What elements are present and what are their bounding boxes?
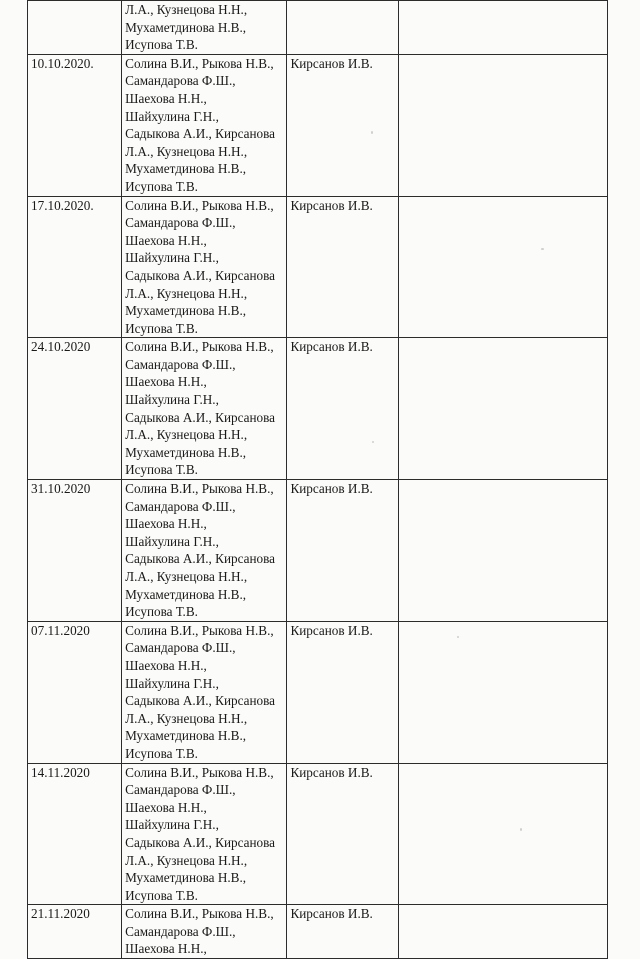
date-cell: 07.11.2020 bbox=[28, 621, 122, 763]
participant-line: Л.А., Кузнецова Н.Н., bbox=[125, 852, 248, 868]
participant-line: Самандарова Ф.Ш., bbox=[125, 215, 236, 231]
participant-line: Шаехова Н.Н., bbox=[125, 941, 207, 957]
note-cell bbox=[398, 196, 607, 338]
participant-line: Шаехова Н.Н., bbox=[125, 799, 207, 815]
note-cell bbox=[398, 1, 607, 55]
participant-line: Самандарова Ф.Ш., bbox=[125, 923, 236, 939]
participant-line: Л.А., Кузнецова Н.Н., bbox=[125, 285, 248, 301]
participant-line: Л.А., Кузнецова Н.Н., bbox=[125, 710, 248, 726]
participant-line: Самандарова Ф.Ш., bbox=[125, 640, 236, 656]
participant-line: Солина В.И., Рыкова Н.В., bbox=[125, 764, 274, 780]
participant-line: Исупова Т.В. bbox=[125, 462, 198, 478]
table-row bbox=[28, 338, 608, 480]
participant-line: Шайхулина Г.Н., bbox=[125, 675, 219, 691]
date-cell: 21.11.2020 bbox=[28, 905, 122, 959]
participant-line: Шайхулина Г.Н., bbox=[125, 250, 219, 266]
participant-line: Мухаметдинова Н.В., bbox=[125, 303, 247, 319]
table-row bbox=[28, 1, 608, 55]
leader-cell: Кирсанов И.В. bbox=[287, 905, 398, 959]
participants-cell bbox=[122, 1, 287, 55]
note-cell bbox=[398, 621, 607, 763]
table-row bbox=[28, 905, 608, 959]
participant-line: Исупова Т.В. bbox=[125, 887, 198, 903]
table-row bbox=[28, 196, 608, 338]
participant-line: Исупова Т.В. bbox=[125, 745, 198, 761]
participants-cell bbox=[122, 54, 287, 196]
leader-cell: Кирсанов И.В. bbox=[287, 54, 398, 196]
schedule-body bbox=[28, 1, 608, 959]
participants-cell bbox=[122, 338, 287, 480]
table-row bbox=[28, 621, 608, 763]
scan-speck bbox=[457, 636, 459, 638]
scan-speck bbox=[520, 828, 522, 831]
participant-line: Садыкова А.И., Кирсанова bbox=[125, 126, 276, 142]
participant-line: Шаехова Н.Н., bbox=[125, 374, 207, 390]
participant-line: Мухаметдинова Н.В., bbox=[125, 161, 247, 177]
participants-cell bbox=[122, 763, 287, 905]
participant-line: Мухаметдинова Н.В., bbox=[125, 728, 247, 744]
participant-line: Садыкова А.И., Кирсанова bbox=[125, 693, 276, 709]
participant-line: Шаехова Н.Н., bbox=[125, 657, 207, 673]
participant-line: Шаехова Н.Н., bbox=[125, 516, 207, 532]
participant-line: Садыкова А.И., Кирсанова bbox=[125, 551, 276, 567]
schedule-table bbox=[27, 0, 608, 959]
participants-cell bbox=[122, 480, 287, 622]
leader-cell: Кирсанов И.В. bbox=[287, 480, 398, 622]
date-cell: 14.11.2020 bbox=[28, 763, 122, 905]
participant-line: Шаехова Н.Н., bbox=[125, 90, 207, 106]
scan-speck bbox=[372, 441, 374, 443]
table-row bbox=[28, 480, 608, 622]
participant-line: Л.А., Кузнецова Н.Н., bbox=[125, 569, 248, 584]
participant-line: Мухаметдинова Н.В., bbox=[125, 19, 247, 35]
participant-line: Мухаметдинова Н.В., bbox=[125, 444, 247, 460]
participant-line: Садыкова А.И., Кирсанова bbox=[125, 834, 276, 850]
participant-line: Самандарова Ф.Ш., bbox=[125, 498, 236, 514]
participant-line: Шайхулина Г.Н., bbox=[125, 108, 219, 124]
note-cell bbox=[398, 905, 607, 959]
leader-cell bbox=[287, 1, 398, 55]
participant-line: Исупова Т.В. bbox=[125, 178, 198, 194]
participants-cell bbox=[122, 905, 287, 959]
participant-line: Шайхулина Г.Н., bbox=[125, 817, 219, 833]
participant-line: Исупова Т.В. bbox=[125, 604, 198, 620]
participant-line: Шайхулина Г.Н., bbox=[125, 392, 219, 408]
note-cell bbox=[398, 338, 607, 480]
participant-line: Л.А., Кузнецова Н.Н., bbox=[125, 143, 248, 159]
note-cell bbox=[398, 54, 607, 196]
participant-line: Шаехова Н.Н., bbox=[125, 232, 207, 248]
leader-cell: Кирсанов И.В. bbox=[287, 196, 398, 338]
note-cell bbox=[398, 480, 607, 622]
participant-line: Мухаметдинова Н.В., bbox=[125, 870, 247, 886]
participant-line: Л.А., Кузнецова Н.Н., bbox=[125, 2, 248, 17]
participant-line: Мухаметдинова Н.В., bbox=[125, 586, 247, 602]
participant-line: Солина В.И., Рыкова Н.В., bbox=[125, 339, 274, 355]
participant-line: Исупова Т.В. bbox=[125, 320, 198, 336]
date-cell bbox=[28, 1, 122, 55]
participant-line: Солина В.И., Рыкова Н.В., bbox=[125, 481, 274, 497]
leader-cell: Кирсанов И.В. bbox=[287, 621, 398, 763]
participant-line: Л.А., Кузнецова Н.Н., bbox=[125, 427, 248, 443]
participant-line: Солина В.И., Рыкова Н.В., bbox=[125, 55, 274, 71]
leader-cell: Кирсанов И.В. bbox=[287, 338, 398, 480]
participant-line: Самандарова Ф.Ш., bbox=[125, 73, 236, 89]
participant-line: Солина В.И., Рыкова Н.В., bbox=[125, 622, 274, 638]
date-cell: 31.10.2020 bbox=[28, 480, 122, 622]
table-row bbox=[28, 54, 608, 196]
scan-speck bbox=[371, 131, 373, 134]
participant-line: Самандарова Ф.Ш., bbox=[125, 356, 236, 372]
scan-speck bbox=[541, 248, 544, 250]
date-cell: 10.10.2020. bbox=[28, 54, 122, 196]
participant-line: Исупова Т.В. bbox=[125, 37, 198, 53]
participants-cell bbox=[122, 196, 287, 338]
participant-line: Шайхулина Г.Н., bbox=[125, 533, 219, 549]
participant-line: Садыкова А.И., Кирсанова bbox=[125, 267, 276, 283]
leader-cell: Кирсанов И.В. bbox=[287, 763, 398, 905]
note-cell bbox=[398, 763, 607, 905]
date-cell: 17.10.2020. bbox=[28, 196, 122, 338]
participant-line: Солина В.И., Рыкова Н.В., bbox=[125, 906, 274, 922]
participant-line: Солина В.И., Рыкова Н.В., bbox=[125, 197, 274, 213]
table-row bbox=[28, 763, 608, 905]
participants-cell bbox=[122, 621, 287, 763]
participant-line: Садыкова А.И., Кирсанова bbox=[125, 409, 276, 425]
date-cell: 24.10.2020 bbox=[28, 338, 122, 480]
participant-line: Самандарова Ф.Ш., bbox=[125, 782, 236, 798]
